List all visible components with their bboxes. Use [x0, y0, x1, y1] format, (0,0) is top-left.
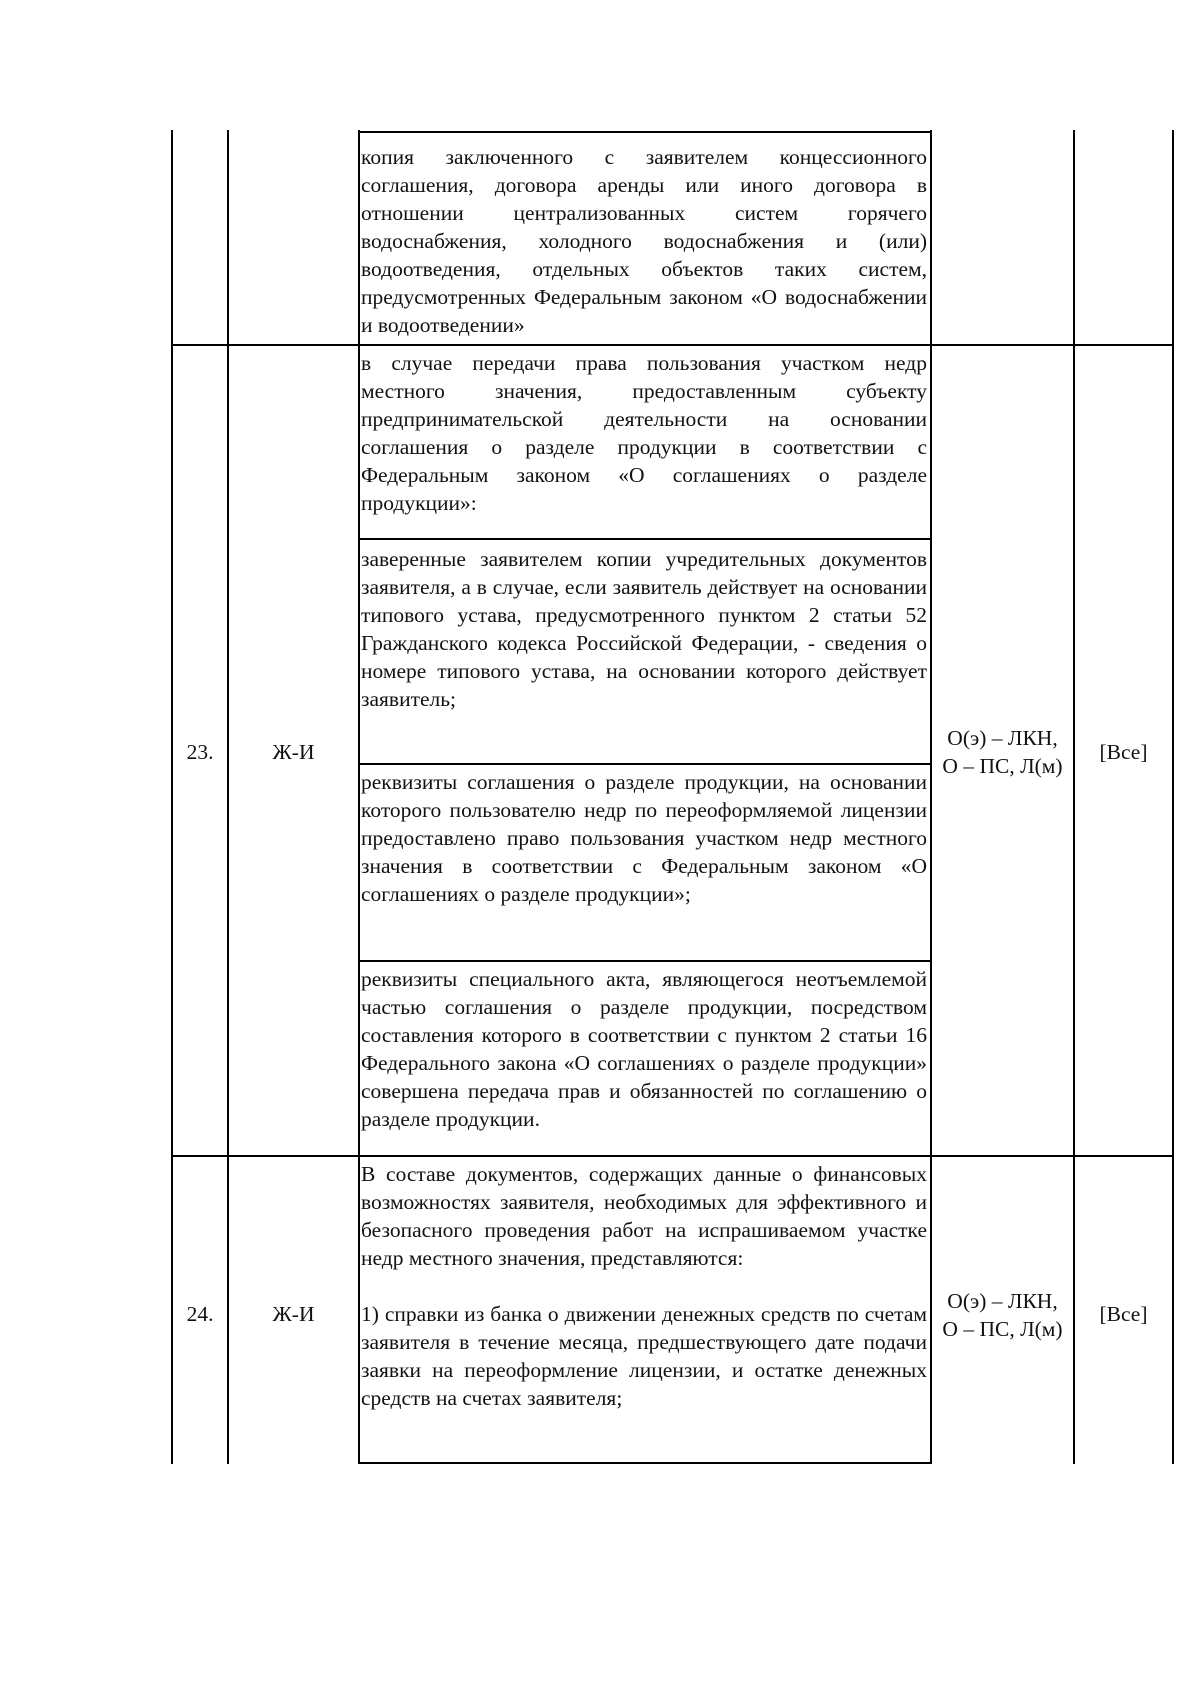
- row-24-code: Ж-И: [272, 1302, 315, 1326]
- row-24-scope: [Все]: [1099, 1302, 1148, 1326]
- table-border-text-right: [930, 130, 932, 1464]
- subrow-border-23-2: [358, 763, 932, 765]
- row-border-24-top: [171, 1155, 1174, 1157]
- row-23-subitem-agreement-details: реквизиты соглашения о разделе продукции, на основании которого пользователю недр по переоформляемой лицензии предоставлено право пользования участком недр местного значения в соответствии с Федеральным законом «О соглашениях о разделе продукции»;: [361, 770, 927, 906]
- row-23-subitem-special-act: реквизиты специального акта, являющегося неотъемлемой частью соглашения о разделе продукции, посредством составления которого в соответствии с пунктом 2 статьи 16 Федерального закона «О соглашениях о разделе продукции» совершена передача прав и обязанностей по соглашению о разделе продукции.: [361, 967, 927, 1131]
- table-border-code-col: [227, 130, 229, 1464]
- table-border-format-col: [1073, 130, 1075, 1464]
- row-23-subitem-intro: в случае передачи права пользования участком недр местного значения, предоставленным субъекту предпринимательской деятельности на основании соглашения о разделе продукции в соответствии с Федеральным законом «О соглашениях о разделе продукции»:: [361, 351, 927, 515]
- subrow-border-23-3: [358, 960, 932, 962]
- text-cell-bottom-border: [358, 1462, 932, 1464]
- table-border-left: [171, 130, 173, 1464]
- table-border-right: [1172, 130, 1174, 1464]
- row-border-23-top: [171, 344, 1174, 346]
- row-24-text: В составе документов, содержащих данные о финансовых возможностях заявителя, необходимых для эффективного и безопасного проведения работ на испрашиваемом участке недр местного значения, представляются: 1) справки из банка о движении денежных средств по счетам заявителя в течение месяца, предшествующего дате подачи заявки на переоформление лицензии, и остатке денежных средств на счетах заявителя;: [361, 1162, 927, 1410]
- row-24-format-line1: О(э) – ЛКН,: [947, 1289, 1058, 1313]
- table-border-text-left: [358, 130, 360, 1464]
- row-24-format: [932, 1287, 1073, 1343]
- row-23-number: 23.: [186, 740, 214, 764]
- row-23-format-line1: О(э) – ЛКН,: [947, 726, 1058, 750]
- row-23-format-line2: О – ПС, Л(м): [942, 754, 1063, 778]
- row-23-scope: [Все]: [1099, 740, 1148, 764]
- row-24-number: 24.: [186, 1302, 214, 1326]
- continuation-row-text: копия заключенного с заявителем концессионного соглашения, договора аренды или иного договора в отношении централизованных систем горячего водоснабжения, холодного водоснабжения и (или) водоотведения, отдельных объектов таких систем, предусмотренных Федеральным законом «О водоснабжении и водоотведении»: [361, 145, 927, 337]
- row-23-code: Ж-И: [272, 740, 315, 764]
- row-23-format: [932, 724, 1073, 780]
- subrow-border-23-1: [358, 538, 932, 540]
- row-24-format-line2: О – ПС, Л(м): [942, 1317, 1063, 1341]
- row-23-subitem-documents: заверенные заявителем копии учредительных документов заявителя, а в случае, если заявитель действует на основании типового устава, предусмотренного пунктом 2 статьи 52 Гражданского кодекса Российской Федерации, - сведения о номере типового устава, на основании которого действует заявитель;: [361, 547, 927, 711]
- text-cell-top-border: [358, 131, 932, 133]
